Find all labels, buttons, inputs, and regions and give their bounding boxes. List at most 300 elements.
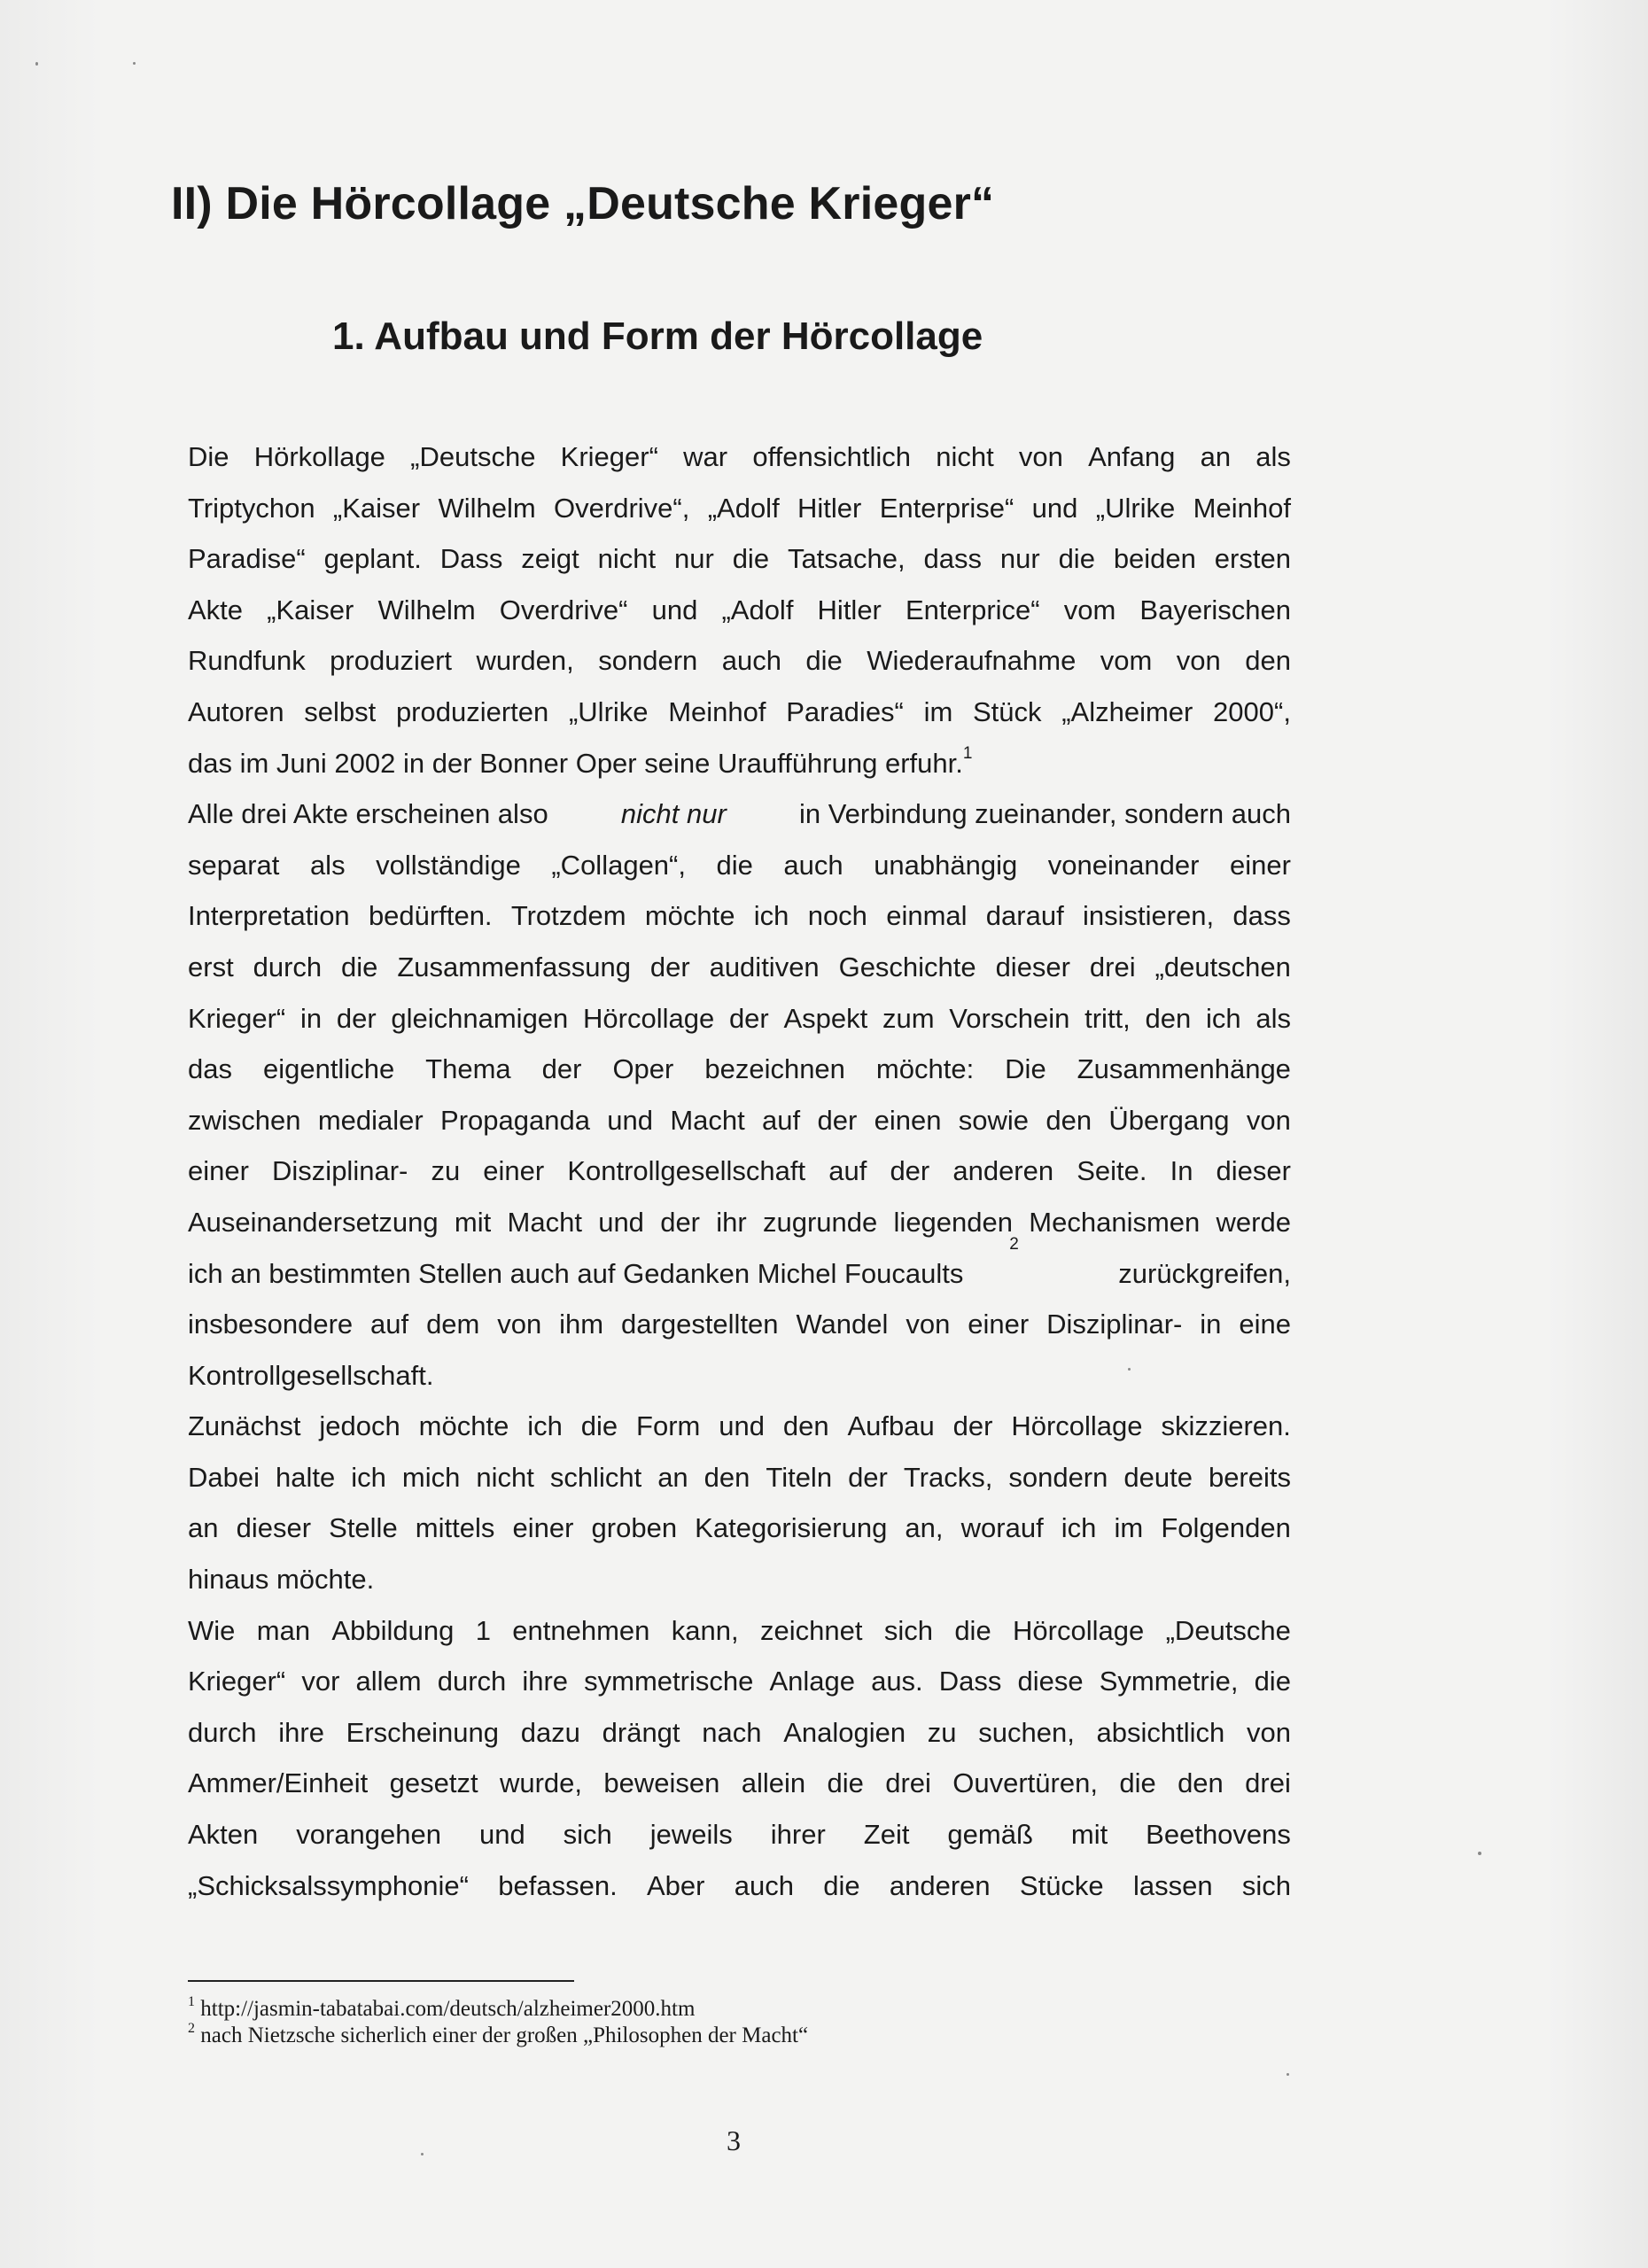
word: das [188, 1053, 232, 1085]
word: Rundfunk [188, 645, 306, 677]
word: medialer [317, 1104, 424, 1136]
word: drei [1245, 1767, 1291, 1799]
word: „Schicksalssymphonie“ [188, 1869, 469, 1901]
word: der [848, 1461, 888, 1493]
word: 1 [475, 1614, 491, 1646]
text-line-content: ich an bestimmten Stellen auch auf Gedanken Michel Foucaults [188, 1257, 964, 1289]
text-line [188, 840, 1291, 891]
word: dieser [1216, 1155, 1291, 1187]
section-heading: 1. Aufbau und Form der Hörcollage [332, 315, 983, 358]
word: Dass [439, 543, 503, 575]
word: Thema [425, 1053, 511, 1085]
text-line [188, 1044, 1291, 1095]
text-line [188, 1809, 1291, 1860]
word: Oper [612, 1053, 674, 1085]
word: gesetzt [389, 1767, 478, 1799]
word: „Adolf [721, 594, 794, 625]
word: halte [276, 1461, 336, 1493]
word: sondern [598, 645, 698, 677]
word: möchte [418, 1410, 509, 1442]
word: einer [968, 1309, 1030, 1340]
word: lassen [1132, 1869, 1213, 1901]
text-line [188, 1503, 1291, 1554]
word: Interpretation [188, 900, 350, 932]
word: dazu [520, 1716, 580, 1748]
word: nicht [476, 1461, 534, 1493]
body-text [188, 431, 1291, 1911]
word: man [256, 1614, 311, 1646]
word: in [299, 1002, 323, 1034]
word: jeweils [649, 1819, 733, 1851]
word: Wilhelm [377, 594, 476, 625]
word: Overdrive“ [499, 594, 628, 625]
word: produzierten [395, 695, 549, 727]
word: von [1246, 1104, 1291, 1136]
text-line [188, 483, 1291, 534]
word: die [805, 645, 843, 677]
word: kann, [671, 1614, 739, 1646]
scan-speck [421, 2153, 424, 2155]
word: nicht [597, 543, 657, 575]
word: sondern [1008, 1461, 1108, 1493]
word: werde [1216, 1206, 1291, 1238]
word: der [336, 1002, 377, 1034]
word: Paradies“ [786, 695, 904, 727]
word: „Deutsche [410, 441, 536, 472]
word: Enterprice“ [906, 594, 1040, 625]
text-line [188, 738, 1291, 789]
word: worauf [960, 1512, 1044, 1544]
word: „deutschen [1154, 951, 1291, 983]
scan-speck [35, 62, 38, 66]
word: als [309, 849, 346, 881]
word: Analogien [783, 1716, 906, 1748]
word: Titeln [766, 1461, 833, 1493]
word: dargestellten [621, 1309, 779, 1340]
word: vorangehen [296, 1819, 441, 1851]
word: beweisen [603, 1767, 720, 1799]
text-line [188, 993, 1291, 1045]
word: groben [591, 1512, 678, 1544]
word: auch [783, 849, 843, 881]
word: darauf [985, 900, 1064, 932]
word: symmetrische [584, 1666, 754, 1697]
word: einer [512, 1512, 574, 1544]
word: den [704, 1461, 750, 1493]
word: Bayerischen [1139, 594, 1291, 625]
text-line [188, 1605, 1291, 1657]
text-line [188, 1452, 1291, 1503]
footnote-number: 2 [188, 2020, 195, 2036]
word: einer [1229, 849, 1291, 881]
word: den [1178, 1767, 1224, 1799]
word: Hitler [797, 492, 862, 524]
emphasis-text: nicht nur [620, 798, 727, 830]
word: vor [301, 1666, 340, 1697]
word: Zeit [863, 1819, 910, 1851]
word: als [1255, 441, 1291, 472]
word: Anfang [1088, 441, 1176, 472]
word: bedürften. [368, 900, 493, 932]
word: die [716, 849, 753, 881]
text-line [188, 635, 1291, 687]
word: tritt, [1084, 1002, 1131, 1034]
chapter-heading: II) Die Hörcollage „Deutsche Krieger“ [171, 178, 995, 229]
word: ich [351, 1461, 386, 1493]
word: Krieger“ [188, 1002, 286, 1034]
word: die [1058, 543, 1095, 575]
word: die [580, 1410, 618, 1442]
scan-speck [1128, 1368, 1131, 1371]
word: insistieren, [1082, 900, 1215, 932]
word: entnehmen [512, 1614, 650, 1646]
word: sich [1241, 1869, 1291, 1901]
word: Die [188, 441, 229, 472]
word: insbesondere [188, 1309, 354, 1340]
word: dieser [236, 1512, 312, 1544]
word: Tracks, [903, 1461, 993, 1493]
word: Die [1005, 1053, 1046, 1085]
word: „Alzheimer [1061, 695, 1193, 727]
word: im [1114, 1512, 1144, 1544]
text-line [188, 890, 1291, 942]
word: war [683, 441, 728, 472]
word: der [660, 1206, 701, 1238]
word: Kontrollgesellschaft [567, 1155, 806, 1187]
word: von [497, 1309, 542, 1340]
word: Disziplinar- [272, 1155, 408, 1187]
word: ihr [716, 1206, 747, 1238]
word: Zusammenhänge [1077, 1053, 1291, 1085]
word: erst [188, 951, 234, 983]
word: „Adolf [707, 492, 780, 524]
word: ich [527, 1410, 563, 1442]
word: einer [483, 1155, 545, 1187]
word: selbst [304, 695, 377, 727]
word: „Collagen“, [551, 849, 686, 881]
word: sich [883, 1614, 933, 1646]
word: auf [762, 1104, 801, 1136]
word: beiden [1113, 543, 1196, 575]
word: „Deutsche [1165, 1614, 1291, 1646]
word: Wie [188, 1614, 236, 1646]
word: skizzieren. [1161, 1410, 1291, 1442]
word: Vorschein [949, 1002, 1070, 1034]
word: geplant. [323, 543, 422, 575]
word: „Kaiser [267, 594, 354, 625]
word: Akten [188, 1819, 259, 1851]
word: den [1145, 1002, 1192, 1034]
scan-speck [1287, 2073, 1289, 2076]
word: durch [188, 1716, 257, 1748]
word: Seite. [1077, 1155, 1147, 1187]
word: wurde, [499, 1767, 583, 1799]
word: ihre [278, 1716, 324, 1748]
word: der [952, 1410, 993, 1442]
word: ich [1061, 1512, 1097, 1544]
word: durch [437, 1666, 507, 1697]
word: Overdrive“, [554, 492, 690, 524]
word: Mechanismen [1029, 1206, 1201, 1238]
word: die [1119, 1767, 1156, 1799]
word: Auseinandersetzung [188, 1206, 439, 1238]
word: Form [636, 1410, 701, 1442]
word: den [782, 1410, 829, 1442]
word: Autoren [188, 695, 284, 727]
word: Aufbau [847, 1410, 935, 1442]
word: anderen [889, 1869, 991, 1901]
footnote-number: 1 [188, 1993, 195, 2009]
word: von [1018, 441, 1063, 472]
word: noch [807, 900, 867, 932]
word: Macht [670, 1104, 745, 1136]
footnote-separator [188, 1980, 574, 1982]
word: zugrunde [763, 1206, 878, 1238]
word: Dabei [188, 1461, 260, 1493]
scan-speck [133, 62, 136, 65]
word: liegenden [893, 1206, 1014, 1238]
word: eine [1239, 1309, 1291, 1340]
word: Erscheinung [346, 1716, 499, 1748]
word: einen [874, 1104, 942, 1136]
word: Meinhof [668, 695, 766, 727]
word: In [1170, 1155, 1193, 1187]
text-line [188, 1095, 1291, 1146]
word: mich [401, 1461, 461, 1493]
word: an [188, 1512, 219, 1544]
word: Hörcollage [1013, 1614, 1145, 1646]
word: aus. [871, 1666, 923, 1697]
word: wurden, [476, 645, 574, 677]
text-line [188, 1350, 1291, 1402]
word: bezeichnen [704, 1053, 845, 1085]
word: schlicht [549, 1461, 642, 1493]
word: als [1255, 1002, 1291, 1034]
word: ich [1205, 1002, 1241, 1034]
word: an [657, 1461, 688, 1493]
footnote-2 [188, 2020, 809, 2049]
word: der [728, 1002, 769, 1034]
word: von [906, 1309, 951, 1340]
word: eigentliche [262, 1053, 395, 1085]
word: Dass [938, 1666, 1002, 1697]
text-line [188, 788, 1291, 840]
word: möchte: [875, 1053, 975, 1085]
word: unabhängig [874, 849, 1018, 881]
word: Wilhelm [438, 492, 536, 524]
word: zeichnet [759, 1614, 863, 1646]
word: Stücke [1019, 1869, 1104, 1901]
word: Stelle [329, 1512, 398, 1544]
word: Geschichte [838, 951, 976, 983]
word: ihre [522, 1666, 569, 1697]
word: 2000“, [1213, 695, 1291, 727]
word: „Ulrike [568, 695, 649, 727]
word: an, [905, 1512, 944, 1544]
footnote-ref-2[interactable]: 2 [1009, 1234, 1019, 1254]
word: drängt [602, 1716, 680, 1748]
word: den [1046, 1104, 1092, 1136]
word: gleichnamigen [391, 1002, 569, 1034]
word: dem [426, 1309, 480, 1340]
word: Macht [507, 1206, 582, 1238]
footnotes [188, 1993, 809, 2049]
scan-speck [1478, 1852, 1481, 1855]
text-line [188, 1234, 1291, 1300]
word: zum [882, 1002, 935, 1034]
word: zu [431, 1155, 461, 1187]
word: die [823, 1869, 860, 1901]
text-line [188, 942, 1291, 993]
word: Hörkollage [253, 441, 385, 472]
word: ihm [559, 1309, 604, 1340]
text-line-content: in Verbindung zueinander, sondern auch [798, 798, 1291, 830]
word: Disziplinar- [1046, 1309, 1183, 1340]
word: Hörcollage [1011, 1410, 1143, 1442]
word: Folgenden [1161, 1512, 1291, 1544]
word: durch [253, 951, 323, 983]
word: dass [923, 543, 982, 575]
text-line [188, 1707, 1291, 1759]
word: Beethovens [1146, 1819, 1291, 1851]
footnote-1 [188, 1993, 808, 2023]
word: befassen. [498, 1869, 618, 1901]
word: Paradise“ [188, 543, 306, 575]
word: Enterprise“ [879, 492, 1014, 524]
word: nicht [936, 441, 994, 472]
word: „Ulrike [1095, 492, 1176, 524]
text-line [188, 533, 1291, 585]
text-line [188, 1758, 1291, 1809]
word: mit [1070, 1819, 1108, 1851]
footnote-text: nach Nietzsche sicherlich einer der großen „Philosophen der Macht“ [200, 2023, 809, 2047]
page-number: 3 [727, 2124, 741, 2156]
word: ich [753, 900, 789, 932]
text-line [188, 585, 1291, 636]
text-line-content: zurückgreifen, [1118, 1257, 1291, 1289]
word: produziert [330, 645, 453, 677]
word: die [827, 1767, 864, 1799]
word: den [1245, 645, 1291, 677]
word: separat [188, 849, 280, 881]
word: voneinander [1047, 849, 1200, 881]
word: Wiederaufnahme [867, 645, 1077, 677]
word: im [923, 695, 953, 727]
text-line-content: hinaus möchte. [188, 1564, 375, 1596]
word: Zunächst [188, 1410, 301, 1442]
text-line [188, 1146, 1291, 1197]
word: drei [1089, 951, 1136, 983]
word: auch [734, 1869, 794, 1901]
word: nur [674, 543, 714, 575]
word: diese [1017, 1666, 1084, 1697]
word: dieser [995, 951, 1070, 983]
word: nach [702, 1716, 762, 1748]
word: Anlage [769, 1666, 855, 1697]
word: und [478, 1819, 525, 1851]
word: Übergang [1108, 1104, 1230, 1136]
word: die [954, 1614, 991, 1646]
word: Krieger“ [560, 441, 658, 472]
footnote-text[interactable]: http://jasmin-tabatabai.com/deutsch/alzheimer2000.htm [200, 1997, 696, 2021]
word: von [1176, 645, 1221, 677]
word: und [1031, 492, 1078, 524]
text-line [188, 687, 1291, 738]
word: einmal [886, 900, 968, 932]
word: der [817, 1104, 858, 1136]
text-line-content: Alle drei Akte erscheinen also [188, 798, 548, 830]
word: möchte [644, 900, 735, 932]
text-line-content: Kontrollgesellschaft. [188, 1359, 434, 1391]
word: deute [1123, 1461, 1193, 1493]
word: allem [355, 1666, 422, 1697]
word: Aspekt [783, 1002, 868, 1034]
text-line-content: das im Juni 2002 in der Bonner Oper seine Uraufführung erfuhr. [188, 747, 963, 779]
word: anderen [952, 1155, 1054, 1187]
word: einer [188, 1155, 249, 1187]
word: an [1200, 441, 1232, 472]
text-line [188, 431, 1291, 483]
word: vom [1100, 645, 1153, 677]
word: Symmetrie, [1099, 1666, 1239, 1697]
word: bereits [1208, 1461, 1291, 1493]
word: absichtlich [1096, 1716, 1225, 1748]
word: zwischen [188, 1104, 301, 1136]
word: die [732, 543, 770, 575]
text-line [188, 1197, 1291, 1248]
word: zu [927, 1716, 957, 1748]
text-line [188, 1401, 1291, 1452]
word: Triptychon [188, 492, 315, 524]
word: allein [741, 1767, 806, 1799]
word: sich [563, 1819, 612, 1851]
word: vollständige [376, 849, 521, 881]
word: in [1200, 1309, 1222, 1340]
word: mit [454, 1206, 492, 1238]
word: und [598, 1206, 644, 1238]
word: Wandel [796, 1309, 889, 1340]
text-line [188, 1554, 1291, 1605]
word: offensichtlich [752, 441, 911, 472]
word: auch [721, 645, 781, 677]
word: die [1254, 1666, 1291, 1697]
word: und [719, 1410, 765, 1442]
word: mittels [415, 1512, 495, 1544]
footnote-ref-1[interactable]: 1 [962, 744, 973, 764]
word: der [649, 951, 690, 983]
word: Abbildung [331, 1614, 455, 1646]
word: Zusammenfassung [397, 951, 631, 983]
word: ihrer [770, 1819, 826, 1851]
word: drei [885, 1767, 931, 1799]
word: auf [828, 1155, 867, 1187]
word: Ammer/Einheit [188, 1767, 369, 1799]
word: Krieger“ [188, 1666, 286, 1697]
word: Aber [646, 1869, 705, 1901]
word: ersten [1214, 543, 1291, 575]
word: Kategorisierung [695, 1512, 888, 1544]
word: Trotzdem [510, 900, 626, 932]
text-line [188, 1656, 1291, 1707]
text-line [188, 1299, 1291, 1350]
word: gemäß [947, 1819, 1033, 1851]
word: sowie [958, 1104, 1030, 1136]
word: Propaganda [440, 1104, 590, 1136]
word: der [541, 1053, 582, 1085]
word: Meinhof [1193, 492, 1291, 524]
word: Hitler [817, 594, 882, 625]
word: vom [1063, 594, 1116, 625]
